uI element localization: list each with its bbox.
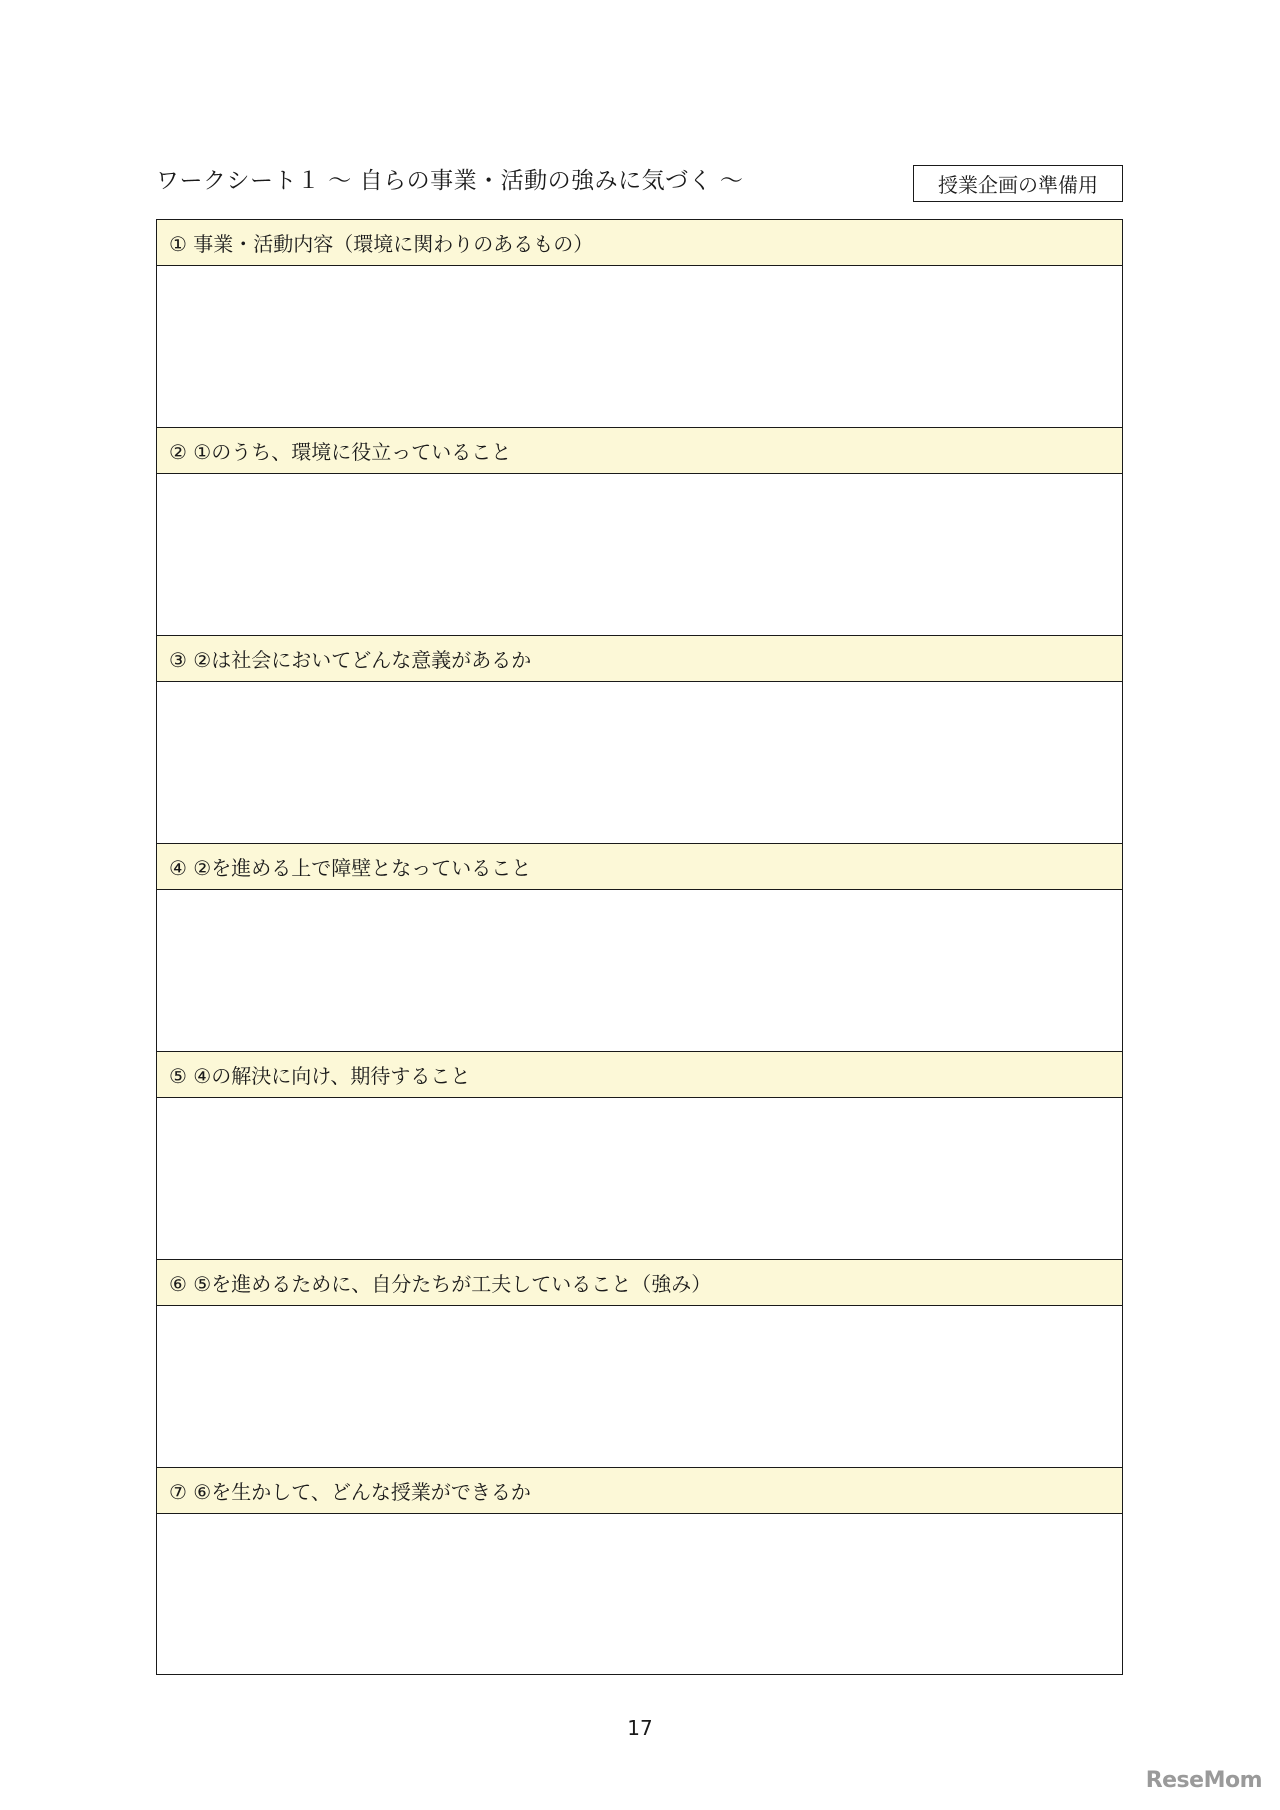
section-header-2: ② ①のうち、環境に役立っていること <box>157 428 1122 474</box>
usage-label-box: 授業企画の準備用 <box>913 165 1123 202</box>
answer-area-6[interactable] <box>157 1306 1122 1468</box>
section-header-1: ① 事業・活動内容（環境に関わりのあるもの） <box>157 220 1122 266</box>
worksheet-table <box>156 219 1123 1675</box>
worksheet-section-6 <box>157 1260 1122 1468</box>
worksheet-section-7 <box>157 1468 1122 1674</box>
section-header-5: ⑤ ④の解決に向け、期待すること <box>157 1052 1122 1098</box>
answer-area-5[interactable] <box>157 1098 1122 1260</box>
section-header-6: ⑥ ⑤を進めるために、自分たちが工夫していること（強み） <box>157 1260 1122 1306</box>
section-header-3: ③ ②は社会においてどんな意義があるか <box>157 636 1122 682</box>
worksheet-section-5 <box>157 1052 1122 1260</box>
answer-area-4[interactable] <box>157 890 1122 1052</box>
worksheet-section-1 <box>157 220 1122 428</box>
answer-area-1[interactable] <box>157 266 1122 428</box>
section-header-7: ⑦ ⑥を生かして、どんな授業ができるか <box>157 1468 1122 1514</box>
page-title: ワークシート１ 〜 自らの事業・活動の強みに気づく 〜 <box>156 168 744 194</box>
answer-area-7[interactable] <box>157 1514 1122 1674</box>
page-number: 17 <box>627 1716 653 1740</box>
answer-area-3[interactable] <box>157 682 1122 844</box>
watermark-logo: ReseMom <box>1145 1768 1262 1793</box>
worksheet-section-4 <box>157 844 1122 1052</box>
answer-area-2[interactable] <box>157 474 1122 636</box>
section-header-4: ④ ②を進める上で障壁となっていること <box>157 844 1122 890</box>
worksheet-section-2 <box>157 428 1122 636</box>
worksheet-section-3 <box>157 636 1122 844</box>
